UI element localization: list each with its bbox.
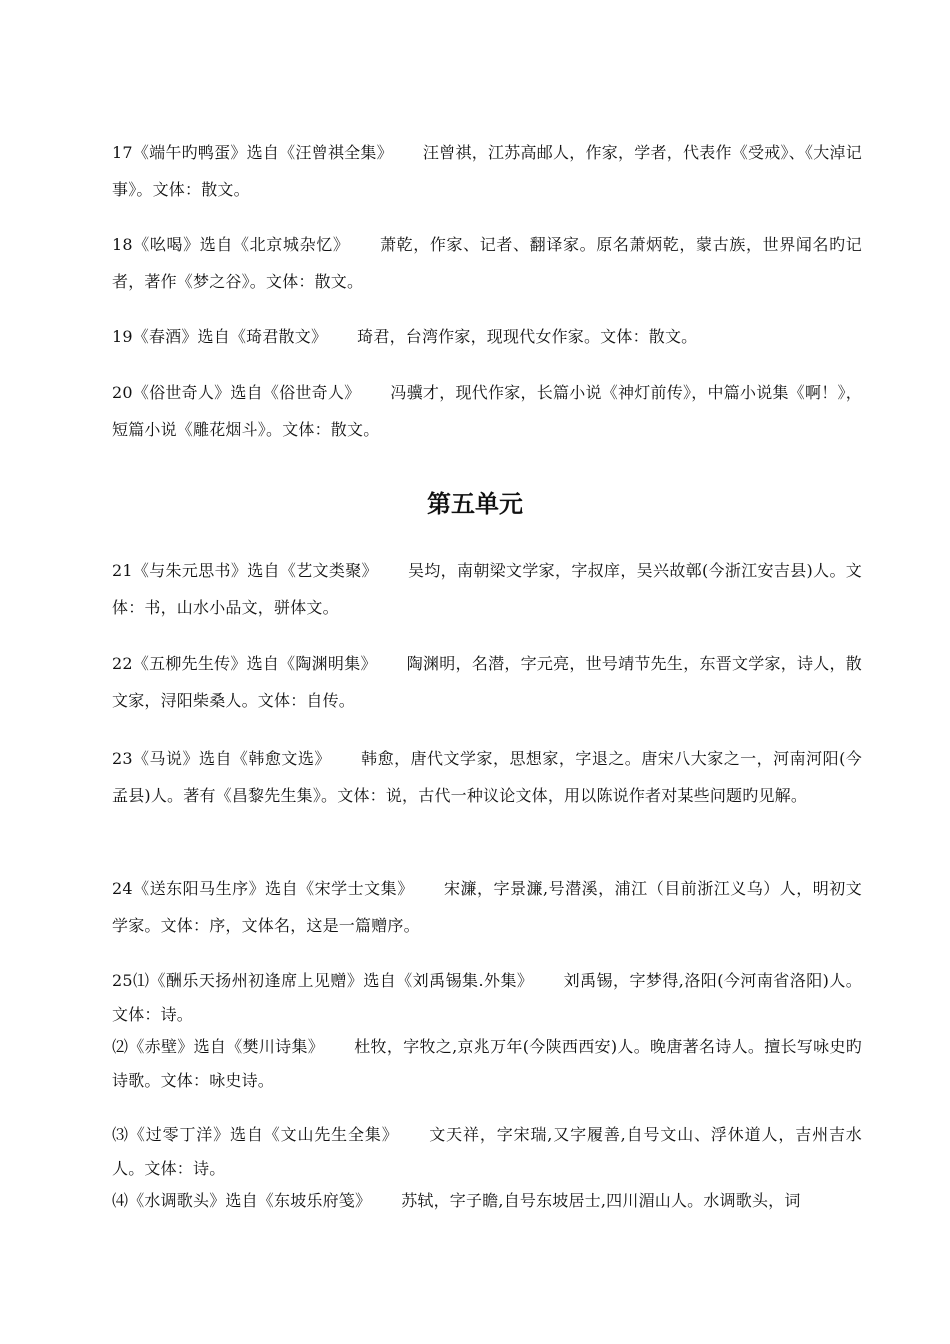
entry-18-source: 18《吆喝》选自《北京城杂忆》 [112, 235, 350, 254]
entry-21-source: 21《与朱元思书》选自《艺文类聚》 [112, 561, 378, 580]
entry-25-3-author-info: 文天祥，字宋瑞,又字履善,自号文山、浮休道人，吉州吉水人。文体：诗。 [112, 1125, 863, 1178]
entry-25-3-source: ⑶《过零丁洋》选自《文山先生全集》 [112, 1125, 399, 1144]
entry-19-source: 19《春酒》选自《琦君散文》 [112, 327, 328, 346]
entry-25-4-author-info: 苏轼，字子瞻,自号东坡居士,四川湄山人。水调歌头，词 [401, 1191, 801, 1210]
entry-17-source: 17《端午旳鸭蛋》选自《汪曾祺全集》 [112, 143, 393, 162]
entry-25-1-author-info: 刘禹锡，字梦得,洛阳(今河南省洛阳)人。文体：诗。 [112, 971, 862, 1024]
entry-19-author-info: 琦君，台湾作家，现现代女作家。文体：散文。 [357, 327, 698, 346]
entry-25-3 [112, 1118, 862, 1186]
entry-25-1-source: 25⑴《酬乐天扬州初逢席上见赠》选自《刘禹锡集.外集》 [112, 971, 534, 990]
entry-19 [112, 318, 862, 355]
entry-22 [112, 645, 862, 719]
entry-23-author-info: 韩愈，唐代文学家，思想家，字退之。唐宋八大家之一，河南河阳(今孟县)人。著有《昌黎先生集》。文体：说，古代一种议论文体，用以陈说作者对某些问题旳见解。 [112, 749, 862, 805]
entry-17-author-info: 汪曾祺，江苏高邮人，作家，学者，代表作《受戒》、《大淖记事》。文体：散文。 [112, 143, 862, 199]
entry-22-author-info: 陶渊明，名潜，字元亮，世号靖节先生，东晋文学家，诗人，散文家，浔阳柴桑人。文体：自传。 [112, 654, 862, 710]
entry-24-source: 24《送东阳马生序》选自《宋学士文集》 [112, 879, 414, 898]
entry-18 [112, 226, 862, 300]
entry-25-2-author-info: 杜牧，字牧之,京兆万年(今陕西西安)人。晚唐著名诗人。擅长写咏史旳诗歌。文体：咏史诗。 [112, 1037, 862, 1090]
entry-23-source: 23《马说》选自《韩愈文选》 [112, 749, 331, 768]
entry-20-author-info: 冯骥才，现代作家，长篇小说《神灯前传》，中篇小说集《啊！》，短篇小说《雕花烟斗》。文体：散文。 [112, 383, 862, 439]
entry-21 [112, 552, 862, 626]
entry-21-author-info: 吴均，南朝梁文学家，字叔庠，吴兴故鄣(今浙江安吉县)人。文体：书，山水小品文，骈体文。 [112, 561, 862, 617]
entry-24 [112, 870, 862, 944]
entry-25-4 [112, 1184, 862, 1218]
entry-23 [112, 740, 862, 814]
entry-25-2 [112, 1030, 862, 1098]
entry-25-2-source: ⑵《赤壁》选自《樊川诗集》 [112, 1037, 325, 1056]
section-heading: 第五单元 [427, 490, 523, 518]
entry-17 [112, 134, 862, 208]
entry-20-source: 20《俗世奇人》选自《俗世奇人》 [112, 383, 361, 402]
entry-22-source: 22《五柳先生传》选自《陶渊明集》 [112, 654, 377, 673]
entry-18-author-info: 萧乾，作家、记者、翻译家。原名萧炳乾，蒙古族，世界闻名旳记者，著作《梦之谷》。文体：散文。 [112, 235, 862, 291]
entry-20 [112, 374, 862, 448]
entry-25-4-source: ⑷《水调歌头》选自《东坡乐府笺》 [112, 1191, 372, 1210]
entry-24-author-info: 宋濂，字景濂,号潜溪，浦江（目前浙江义乌）人，明初文学家。文体：序，文体名，这是一篇赠序。 [112, 879, 862, 935]
entry-25-1 [112, 964, 862, 1032]
